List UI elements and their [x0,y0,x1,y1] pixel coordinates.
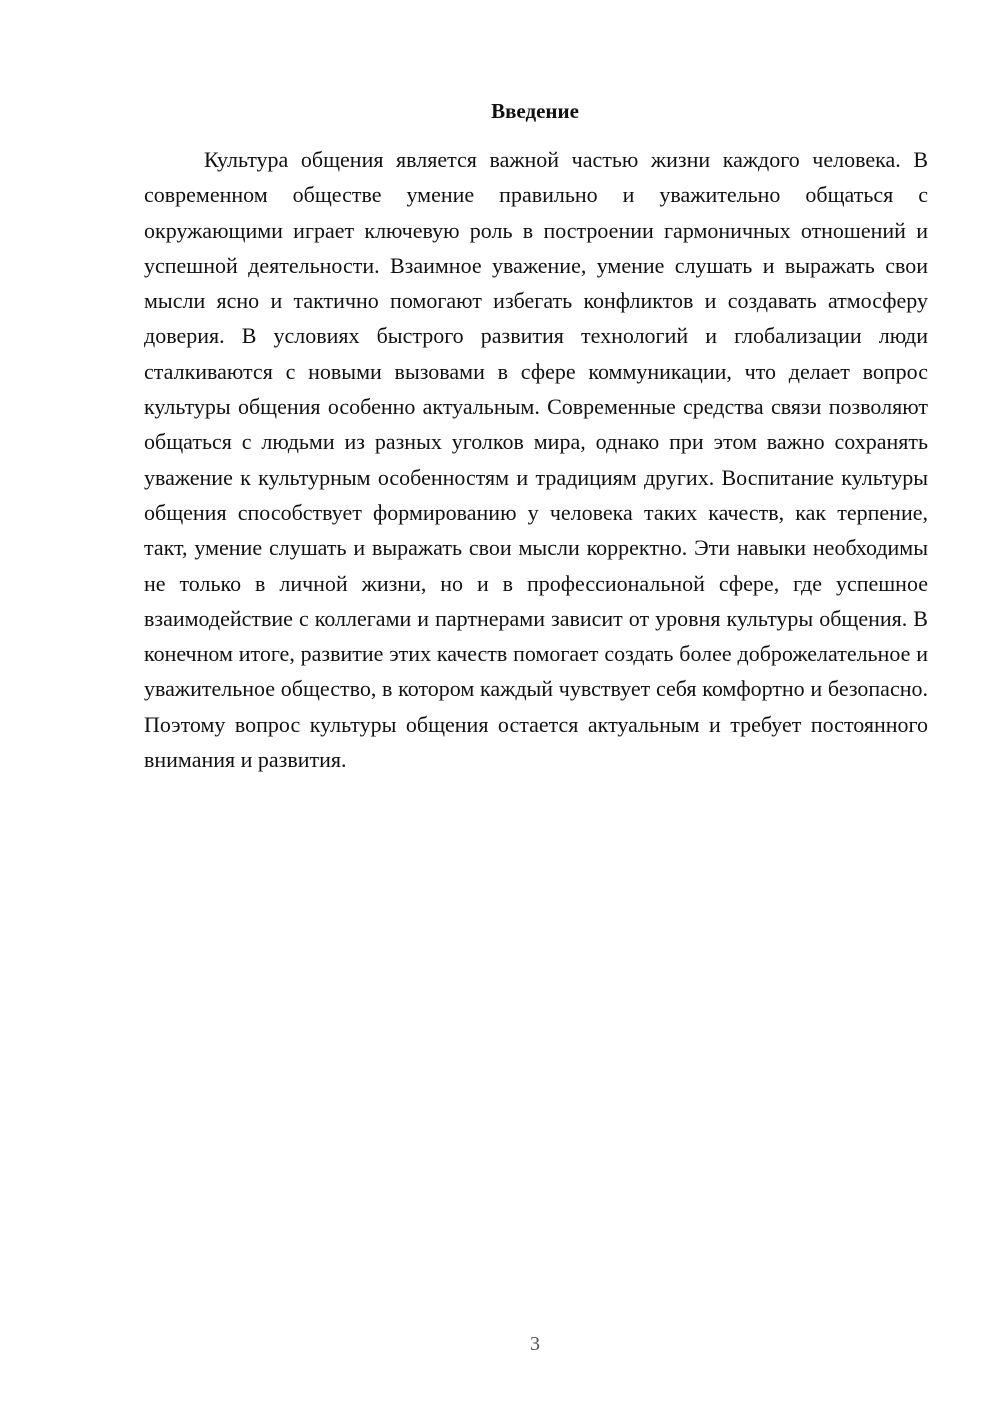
body-paragraph: Культура общения является важной частью жизни каждого человека. В современном обществе умение правильно и уважительно общаться с окружающими играет ключевую роль в построении гармоничных отношений и успешной деятельности. Взаимное уважение, умение слушать и выражать свои мысли ясно и тактично помогают избегать конфликтов и создавать атмосферу доверия. В условиях быстрого развития технологий и глобализации люди сталкиваются с новыми вызовами в сфере коммуникации, что делает вопрос культуры общения особенно актуальным. Современные средства связи позволяют общаться с людьми из разных уголков мира, однако при этом важно сохранять уважение к культурным особенностям и традициям других. Воспитание культуры общения способствует формированию у человека таких качеств, как терпение, такт, умение слушать и выражать свои мысли корректно. Эти навыки необходимы не только в личной жизни, но и в профессиональной сфере, где успешное взаимодействие с коллегами и партнерами зависит от уровня культуры общения. В конечном итоге, развитие этих качеств помогает создать более доброжелательное и уважительное общество, в котором каждый чувствует себя комфортно и безопасно. Поэтому вопрос культуры общения остается актуальным и требует постоянного внимания и развития. [144,147,928,773]
section-heading: Введение [491,99,579,123]
page-number: 3 [530,1333,540,1355]
